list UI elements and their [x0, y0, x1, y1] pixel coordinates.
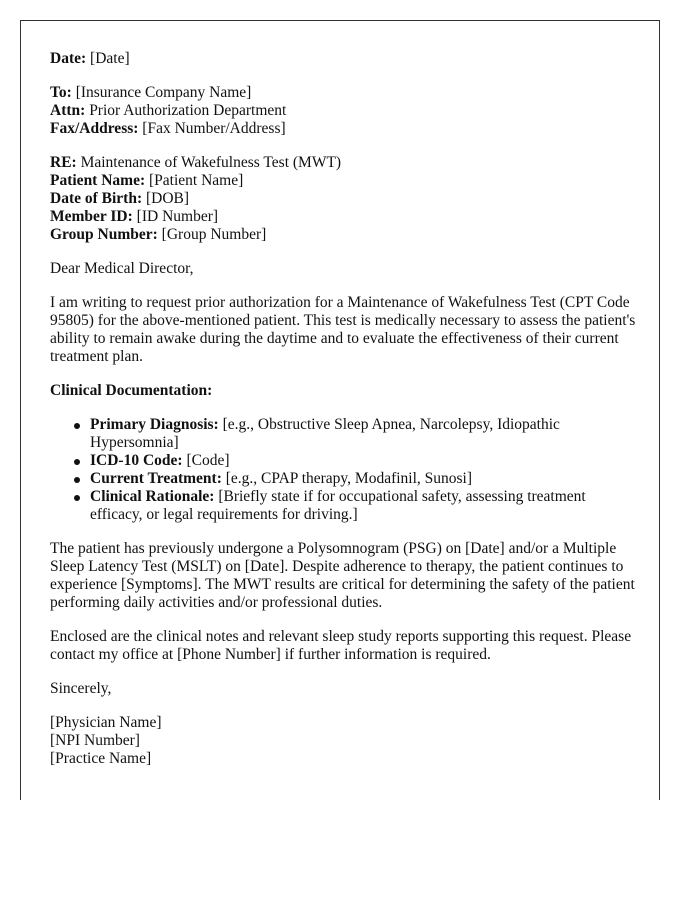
- bullet-icon: [74, 477, 80, 483]
- attn-label: Attn:: [50, 102, 86, 119]
- group-number-value: [Group Number]: [161, 226, 267, 243]
- patient-name-value: [Patient Name]: [149, 172, 244, 189]
- letter-content: [50, 50, 640, 784]
- to-value: [Insurance Company Name]: [75, 84, 252, 101]
- practice-name: [Practice Name]: [50, 750, 152, 767]
- item-label: Clinical Rationale:: [90, 488, 215, 505]
- fax-label: Fax/Address:: [50, 120, 139, 137]
- item-value: [e.g., Obstructive Sleep Apnea, Narcolepsy, Idiopathic Hypersomnia]: [90, 416, 560, 451]
- date-label: Date:: [50, 50, 87, 67]
- patient-name-label: Patient Name:: [50, 172, 146, 189]
- item-value: [Code]: [186, 452, 230, 469]
- date-block: [50, 50, 640, 68]
- attn-value: Prior Authorization Department: [89, 102, 287, 119]
- member-id-label: Member ID:: [50, 208, 133, 225]
- re-label: RE:: [50, 154, 77, 171]
- history-paragraph: The patient has previously undergone a Polysomnogram (PSG) on [Date] and/or a Multiple Sleep Latency Test (MSLT) on [Date]. Despite adherence to therapy, the patient continues to experience [Symptoms]. The MWT results are critical for determining the safety of the patient performing daily activities and/or professional duties.: [50, 540, 635, 611]
- re-value: Maintenance of Wakefulness Test (MWT): [80, 154, 342, 171]
- item-label: ICD-10 Code:: [90, 452, 183, 469]
- item-value: [Briefly state if for occupational safety, assessing treatment efficacy, or legal requirements for driving.]: [90, 488, 586, 523]
- recipient-block: [50, 84, 640, 138]
- dob-value: [DOB]: [146, 190, 190, 207]
- member-id-line: [50, 208, 640, 226]
- dob-label: Date of Birth:: [50, 190, 143, 207]
- group-number-label: Group Number:: [50, 226, 158, 243]
- to-label: To:: [50, 84, 72, 101]
- item-label: Primary Diagnosis:: [90, 416, 219, 433]
- dob-line: [50, 190, 640, 208]
- list-item-clinical-rationale: [90, 488, 640, 524]
- bullet-icon: [74, 459, 80, 465]
- reference-block: [50, 154, 640, 244]
- list-item-primary-diagnosis: [90, 416, 640, 452]
- signature-block: [50, 714, 640, 768]
- letter-page: [20, 20, 660, 800]
- item-label: Current Treatment:: [90, 470, 222, 487]
- attn-line: [50, 102, 640, 120]
- npi-number: [NPI Number]: [50, 732, 140, 749]
- clinical-heading: [50, 382, 640, 400]
- list-item-icd10-code: [90, 452, 640, 470]
- date-line: [50, 50, 640, 68]
- fax-line: [50, 120, 640, 138]
- clinical-list: [50, 416, 640, 524]
- re-line: [50, 154, 640, 172]
- item-value: [e.g., CPAP therapy, Modafinil, Sunosi]: [225, 470, 473, 487]
- date-value: [Date]: [90, 50, 130, 67]
- closing: Sincerely,: [50, 680, 112, 697]
- clinical-heading-text: Clinical Documentation:: [50, 382, 213, 399]
- salutation: Dear Medical Director,: [50, 260, 194, 277]
- list-item-current-treatment: [90, 470, 640, 488]
- intro-paragraph: I am writing to request prior authorization for a Maintenance of Wakefulness Test (CPT Code 95805) for the above-mentioned patient. This test is medically necessary to assess the patient's ability to remain awake during the daytime and to evaluate the effectiveness of their current treatment plan.: [50, 294, 636, 365]
- member-id-value: [ID Number]: [136, 208, 219, 225]
- enclosure-paragraph: Enclosed are the clinical notes and relevant sleep study reports supporting this request. Please contact my office at [Phone Number] if further information is required.: [50, 628, 632, 663]
- fax-value: [Fax Number/Address]: [142, 120, 286, 137]
- bullet-icon: [74, 423, 80, 429]
- group-number-line: [50, 226, 640, 244]
- bullet-icon: [74, 495, 80, 501]
- to-line: [50, 84, 640, 102]
- physician-name: [Physician Name]: [50, 714, 162, 731]
- patient-name-line: [50, 172, 640, 190]
